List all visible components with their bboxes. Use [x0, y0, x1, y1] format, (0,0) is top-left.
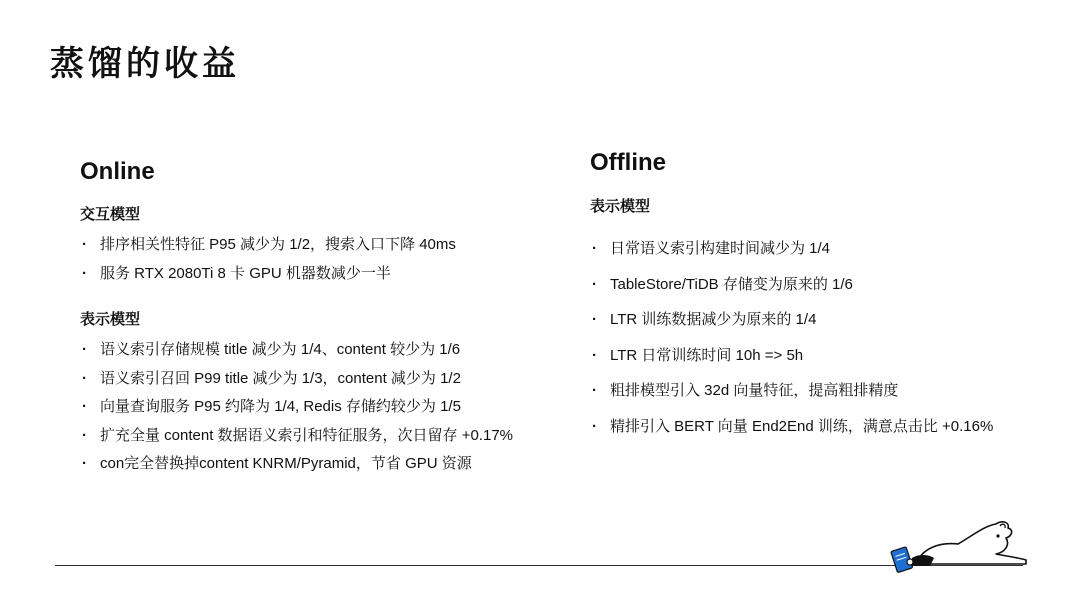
online-representation-list	[80, 336, 560, 479]
list-item: · 向量查询服务 P95 约降为 1/4, Redis 存储约较少为 1/5	[80, 393, 560, 422]
list-item: · 语义索引存储规模 title 减少为 1/4、content 较少为 1/6	[80, 336, 560, 365]
online-section-title-interaction: 交互模型	[80, 206, 141, 223]
offline-section-title-representation: 表示模型	[590, 198, 651, 215]
online-heading: Online	[80, 158, 155, 185]
list-item: · TableStore/TiDB 存储变为原来的 1/6	[590, 267, 1060, 303]
list-item: · 服务 RTX 2080Ti 8 卡 GPU 机器数减少一半	[80, 260, 560, 289]
list-item: · 排序相关性特征 P95 减少为 1/2，搜索入口下降 40ms	[80, 231, 560, 260]
offline-column	[590, 146, 1060, 444]
offline-heading: Offline	[590, 149, 666, 176]
list-item: · 粗排模型引入 32d 向量特征，提高粗排精度	[590, 373, 1060, 409]
list-item: · 日常语义索引构建时间减少为 1/4	[590, 231, 1060, 267]
slide-title: 蒸馏的收益	[50, 45, 240, 83]
offline-representation-list	[590, 231, 1060, 444]
list-item: · LTR 训练数据减少为原来的 1/4	[590, 302, 1060, 338]
footer-divider	[55, 565, 1023, 566]
online-interaction-list	[80, 231, 560, 288]
list-item: · con完全替换掉content KNRM/Pyramid，节省 GPU 资源	[80, 450, 560, 479]
list-item: · 语义索引召回 P99 title 减少为 1/3，content 减少为 1/2	[80, 365, 560, 394]
list-item: · 扩充全量 content 数据语义索引和特征服务，次日留存 +0.17%	[80, 422, 560, 451]
list-item: · LTR 日常训练时间 10h => 5h	[590, 338, 1060, 374]
online-column	[80, 155, 560, 479]
reading-mascot-icon	[888, 518, 1030, 578]
online-section-title-representation: 表示模型	[80, 311, 141, 328]
list-item: · 精排引入 BERT 向量 End2End 训练，满意点击比 +0.16%	[590, 409, 1060, 445]
